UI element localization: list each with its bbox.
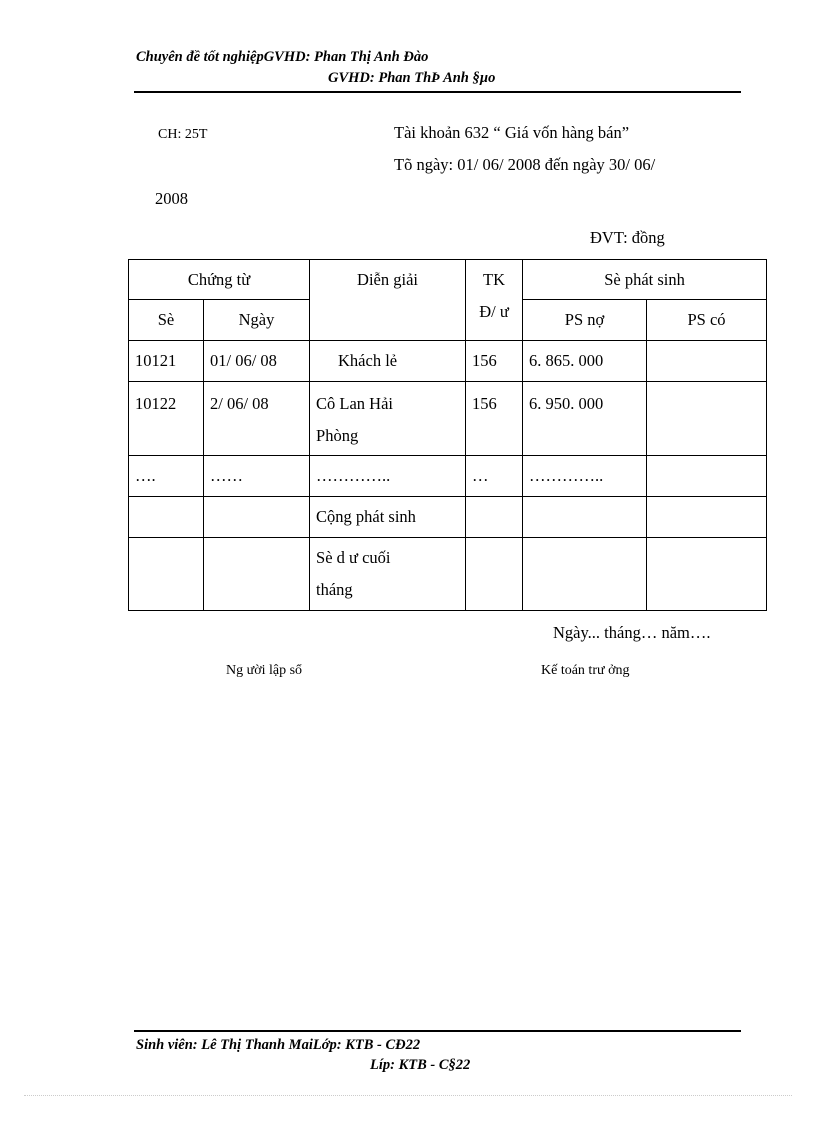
- ledger-table: [128, 259, 767, 611]
- header-so-phat-sinh: Sè phát sinh: [523, 260, 767, 300]
- header-ngay: Ngày: [204, 300, 310, 341]
- cell-ngay: 01/ 06/ 08: [204, 341, 310, 382]
- table-header-row: [129, 260, 767, 300]
- table-row: [129, 382, 767, 456]
- cell-ps-co: [647, 538, 767, 611]
- date-range-year: 2008: [155, 189, 188, 208]
- table-row: [129, 456, 767, 497]
- cell-ps-no: [523, 497, 647, 538]
- header-ps-co: PS có: [647, 300, 767, 341]
- cell-dien-giai: [310, 538, 466, 611]
- cell-ngay: 2/ 06/ 08: [204, 382, 310, 456]
- cell-dien-giai-line2: tháng: [316, 580, 353, 599]
- header-dien-giai: Diễn giải: [310, 260, 466, 341]
- signature-date-line: Ngày... tháng… năm….: [553, 623, 711, 642]
- table-row: [129, 497, 767, 538]
- signature-chief-accountant: Kế toán trư ởng: [541, 663, 630, 678]
- cell-so: [129, 497, 204, 538]
- cell-ps-co: [647, 382, 767, 456]
- header-tk: [466, 260, 523, 341]
- cell-ps-no: 6. 865. 000: [523, 341, 647, 382]
- cell-ngay: ……: [204, 456, 310, 497]
- cell-dien-giai-line1: Cô Lan Hải: [316, 394, 393, 413]
- header-line-1: Chuyên đề tốt nghiệpGVHD: Phan Thị Anh Đào: [136, 49, 429, 65]
- header-line-2: GVHD: Phan ThÞ Anh §µo: [328, 70, 496, 86]
- table-row: [129, 538, 767, 611]
- account-title: Tài khoản 632 “ Giá vốn hàng bán”: [394, 123, 630, 142]
- header-rule: [134, 91, 741, 93]
- cell-dien-giai-line2: Phòng: [316, 426, 359, 445]
- cell-ps-no: …………..: [523, 456, 647, 497]
- cell-ps-co: [647, 497, 767, 538]
- cell-so: [129, 538, 204, 611]
- cell-ps-no: 6. 950. 000: [523, 382, 647, 456]
- footer-rule: [134, 1030, 741, 1032]
- footer-line-1: Sinh viên: Lê Thị Thanh MaiLớp: KTB - CĐ22: [136, 1037, 421, 1053]
- cell-ngay: [204, 538, 310, 611]
- cell-tk: 156: [466, 382, 523, 456]
- header-tk-line2: Đ/ ư: [479, 302, 509, 321]
- cell-so: 10121: [129, 341, 204, 382]
- date-range: Tõ ngày: 01/ 06/ 2008 đến ngày 30/ 06/: [394, 155, 656, 174]
- cell-tk: [466, 538, 523, 611]
- cell-ps-co: [647, 456, 767, 497]
- unit-label: ĐVT: đồng: [590, 228, 665, 247]
- cell-dien-giai: Cộng phát sinh: [310, 497, 466, 538]
- header-so: Sè: [129, 300, 204, 341]
- ch-label: CH: 25T: [158, 127, 208, 142]
- header-ps-no: PS nợ: [523, 300, 647, 341]
- page-bottom-divider: [24, 1095, 792, 1096]
- cell-dien-giai: [310, 382, 466, 456]
- footer-line-2: Líp: KTB - C§22: [370, 1057, 471, 1073]
- cell-dien-giai: …………..: [310, 456, 466, 497]
- cell-so: 10122: [129, 382, 204, 456]
- signature-preparer: Ng ười lập sổ: [226, 663, 303, 678]
- cell-ps-co: [647, 341, 767, 382]
- cell-dien-giai-line1: Sè d ư cuối: [316, 548, 391, 567]
- cell-ngay: [204, 497, 310, 538]
- cell-dien-giai: Khách lẻ: [310, 341, 466, 382]
- cell-tk: [466, 497, 523, 538]
- cell-tk: …: [466, 456, 523, 497]
- header-tk-line1: TK: [483, 270, 506, 289]
- cell-so: ….: [129, 456, 204, 497]
- cell-tk: 156: [466, 341, 523, 382]
- table-row: [129, 341, 767, 382]
- header-chung-tu: Chứng từ: [129, 260, 310, 300]
- cell-ps-no: [523, 538, 647, 611]
